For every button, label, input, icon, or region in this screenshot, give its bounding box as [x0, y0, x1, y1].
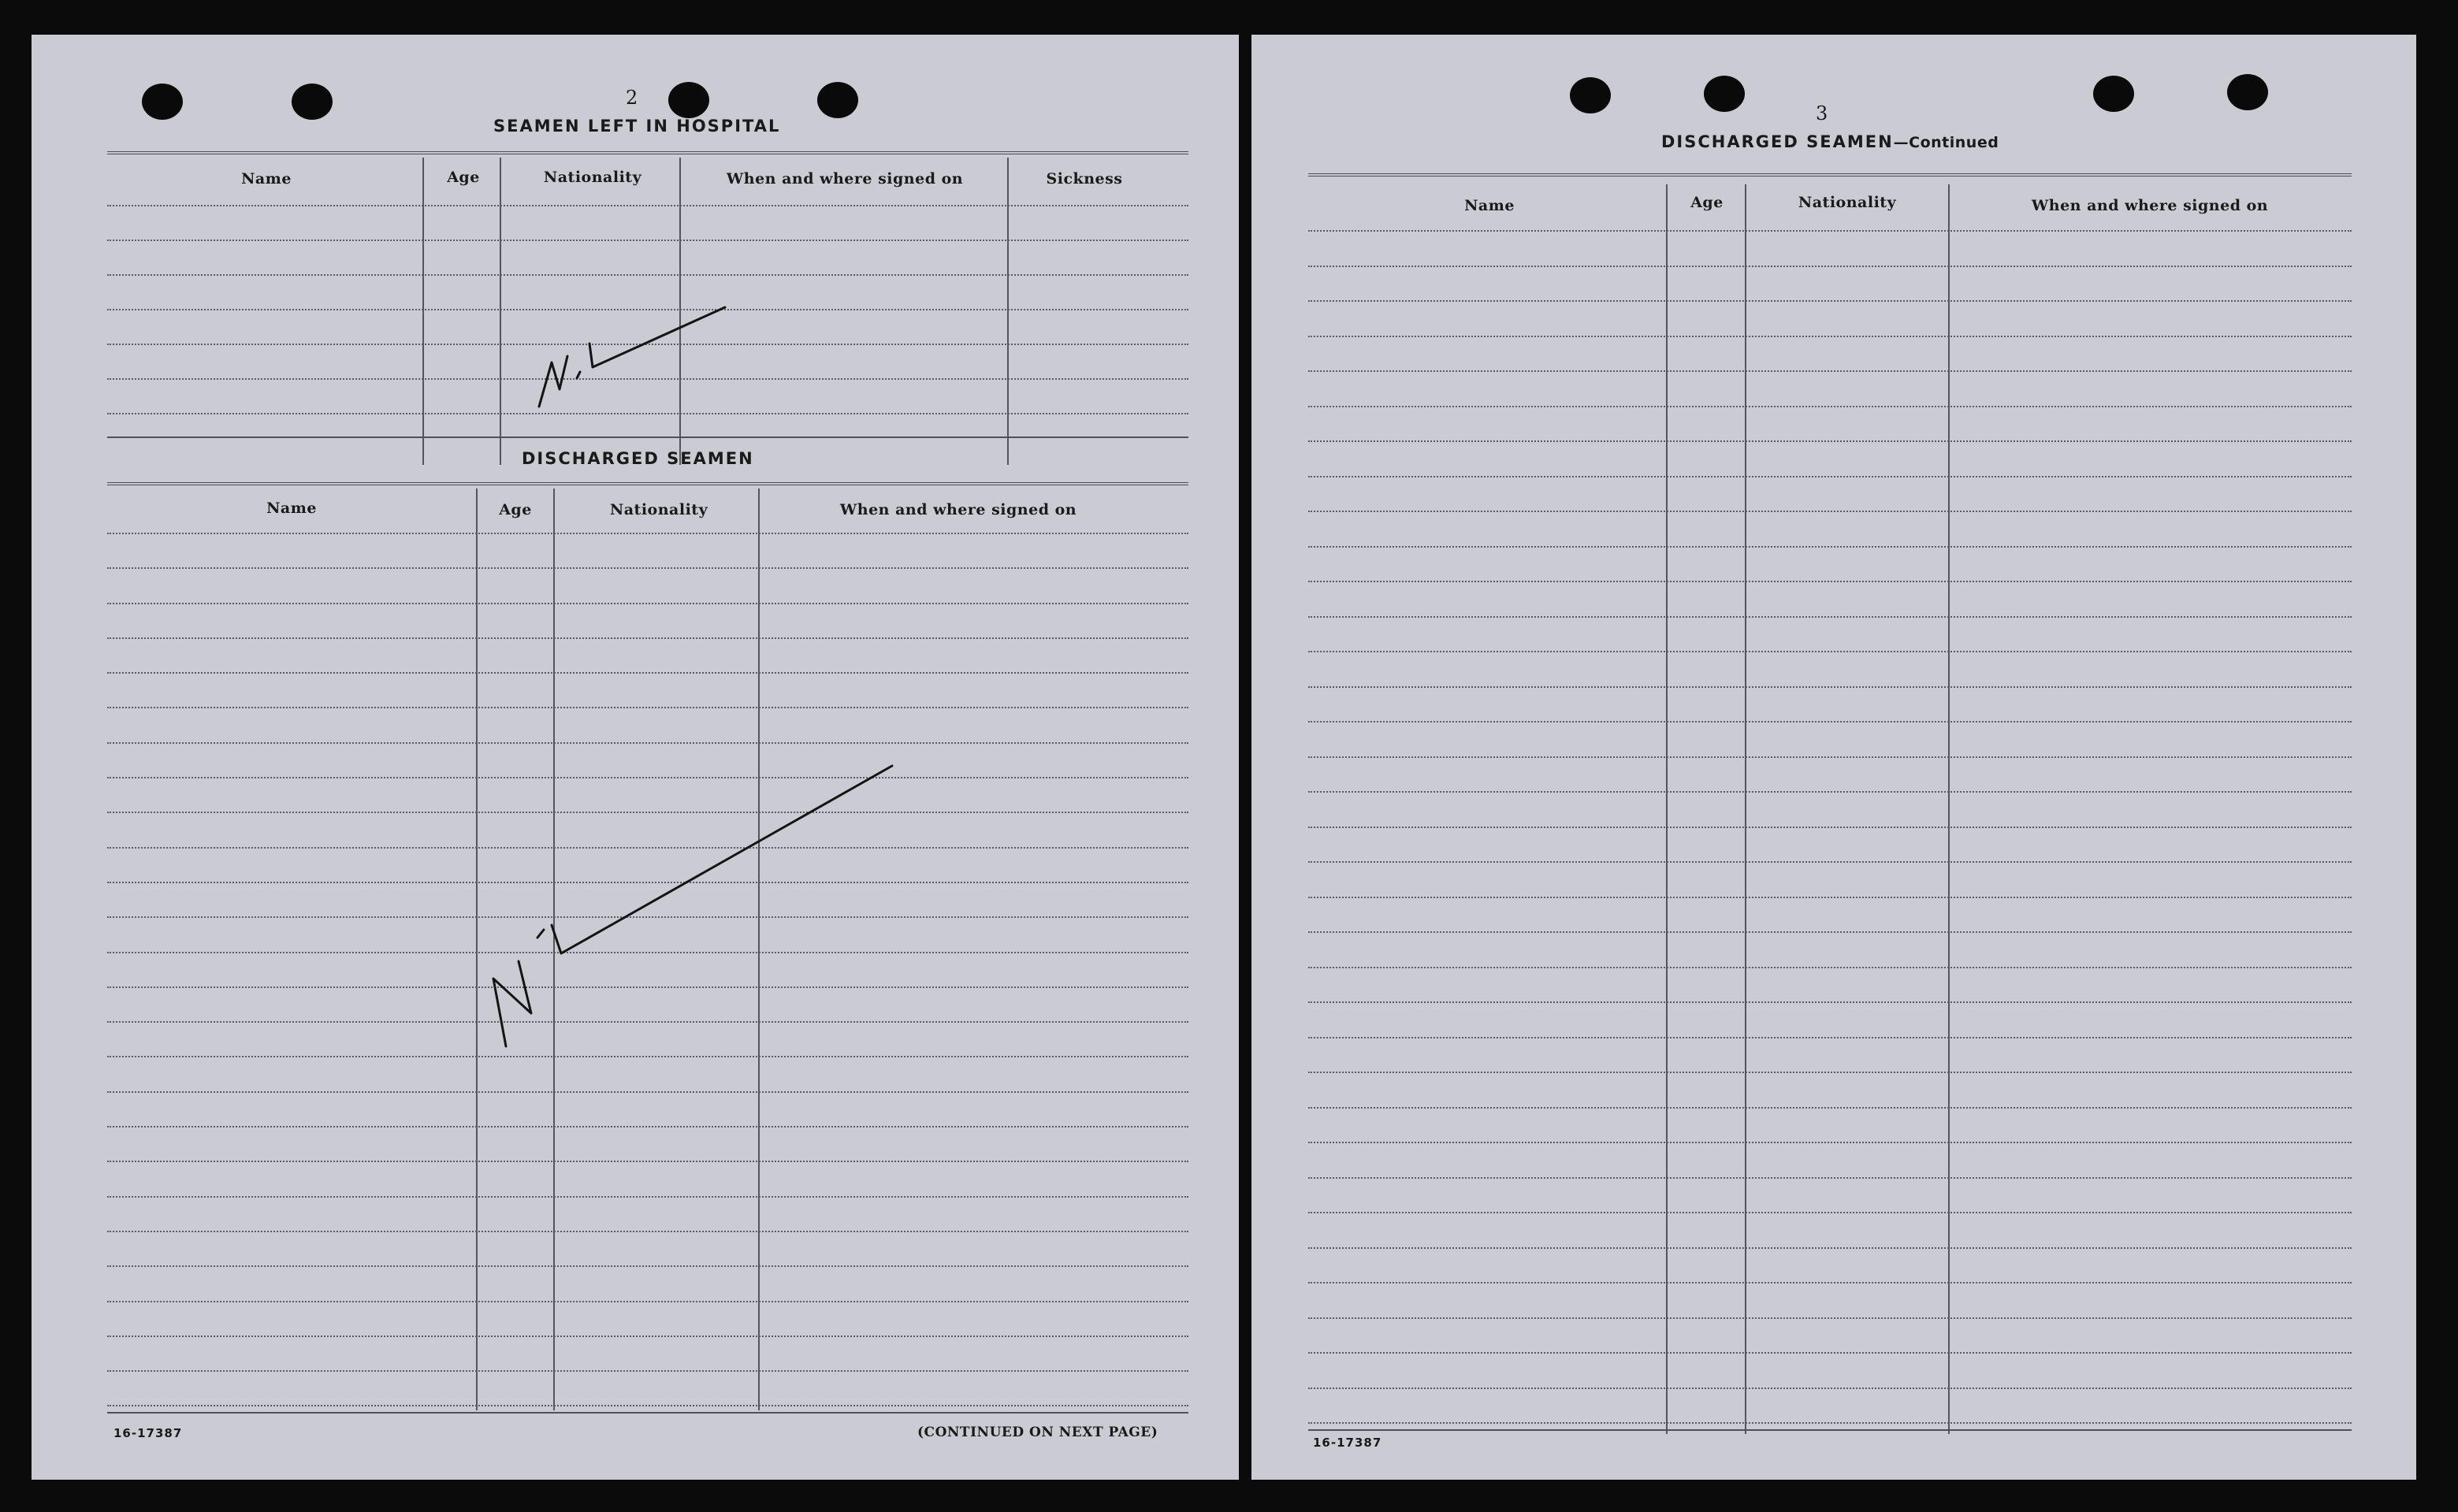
row-line [107, 533, 1188, 534]
row-line [1308, 1282, 2352, 1284]
row-line [1308, 476, 2352, 477]
punch-hole [2227, 74, 2268, 110]
punch-hole [817, 82, 858, 118]
row-line [1308, 791, 2352, 793]
row-line [1308, 581, 2352, 582]
row-line [1308, 1247, 2352, 1249]
col-header-nationality: Nationality [1798, 194, 1897, 211]
row-line [1308, 406, 2352, 407]
hospital-top-rule [107, 151, 1188, 154]
title-main: DISCHARGED SEAMEN [1661, 132, 1894, 151]
row-line [107, 1126, 1188, 1127]
row-line [1308, 686, 2352, 688]
row-line [1308, 1107, 2352, 1109]
col-header-nationality: Nationality [609, 501, 708, 518]
row-line [107, 1231, 1188, 1232]
row-line [1308, 756, 2352, 758]
row-line [107, 1301, 1188, 1302]
row-line [1308, 1212, 2352, 1213]
row-line [1308, 1317, 2352, 1319]
punch-hole [1570, 77, 1611, 113]
row-line [1308, 336, 2352, 337]
page-number: 2 [626, 87, 638, 109]
col-header-signed-on: When and where signed on [2031, 197, 2269, 214]
row-line [1308, 931, 2352, 933]
col-header-sickness: Sickness [1046, 170, 1123, 188]
handwritten-nil-mark [536, 271, 741, 429]
row-line [107, 1336, 1188, 1337]
row-line [107, 672, 1188, 674]
form-number: 16-17387 [1313, 1436, 1382, 1450]
punch-hole [2093, 76, 2134, 112]
row-line [107, 707, 1188, 708]
page-number: 3 [1816, 102, 1828, 124]
col-header-age: Age [499, 501, 532, 518]
row-line [107, 1161, 1188, 1162]
right-page [1251, 35, 2416, 1480]
col-header-age: Age [1690, 194, 1724, 211]
form-number: 16-17387 [113, 1426, 183, 1440]
row-line [107, 1265, 1188, 1267]
title-suffix: —Continued [1893, 134, 1999, 151]
hospital-section-title: SEAMEN LEFT IN HOSPITAL [493, 117, 781, 136]
row-line [107, 637, 1188, 639]
row-line [107, 603, 1188, 604]
handwritten-nil-mark [489, 728, 898, 1059]
row-line [107, 1405, 1188, 1406]
table-bottom-rule [1308, 1429, 2352, 1431]
punch-hole [668, 82, 709, 118]
column-divider [500, 158, 501, 465]
row-line [107, 205, 1188, 206]
row-line [1308, 1388, 2352, 1389]
discharged-bottom-rule [107, 1412, 1188, 1414]
row-line [1308, 1001, 2352, 1003]
page-title [1661, 132, 1999, 151]
col-header-name: Name [266, 500, 317, 517]
row-line [1308, 1177, 2352, 1179]
col-header-signed-on: When and where signed on [726, 170, 964, 188]
discharged-top-rule [107, 482, 1188, 485]
row-line [1308, 721, 2352, 723]
row-line [1308, 266, 2352, 267]
row-line [1308, 1422, 2352, 1424]
hospital-bottom-rule [107, 437, 1188, 438]
row-line [1308, 1352, 2352, 1354]
row-line [1308, 651, 2352, 652]
row-line [1308, 827, 2352, 828]
row-line [1308, 616, 2352, 618]
row-line [1308, 1142, 2352, 1143]
row-line [1308, 511, 2352, 512]
col-header-name: Name [1464, 197, 1515, 214]
col-header-name: Name [241, 170, 292, 188]
row-line [1308, 370, 2352, 372]
col-header-nationality: Nationality [543, 169, 642, 186]
row-line [107, 1196, 1188, 1198]
row-line [1308, 967, 2352, 968]
row-line [1308, 861, 2352, 863]
col-header-signed-on: When and where signed on [839, 501, 1077, 518]
col-header-age: Age [447, 169, 480, 186]
punch-hole [1704, 76, 1745, 112]
row-line [1308, 230, 2352, 232]
row-line [1308, 300, 2352, 302]
column-divider [422, 158, 424, 465]
punch-hole [142, 84, 183, 120]
continued-note: (CONTINUED ON NEXT PAGE) [917, 1425, 1158, 1440]
row-line [1308, 546, 2352, 548]
left-page [32, 35, 1239, 1480]
row-line [107, 1370, 1188, 1372]
row-line [1308, 897, 2352, 898]
row-line [1308, 1037, 2352, 1038]
row-line [107, 1091, 1188, 1093]
row-line [107, 567, 1188, 569]
table-top-rule [1308, 173, 2352, 176]
row-line [107, 240, 1188, 241]
column-divider [476, 489, 478, 1410]
column-divider [1007, 158, 1009, 465]
discharged-section-title: DISCHARGED SEAMEN [522, 449, 754, 468]
row-line [1308, 440, 2352, 442]
punch-hole [292, 84, 333, 120]
row-line [1308, 1072, 2352, 1073]
